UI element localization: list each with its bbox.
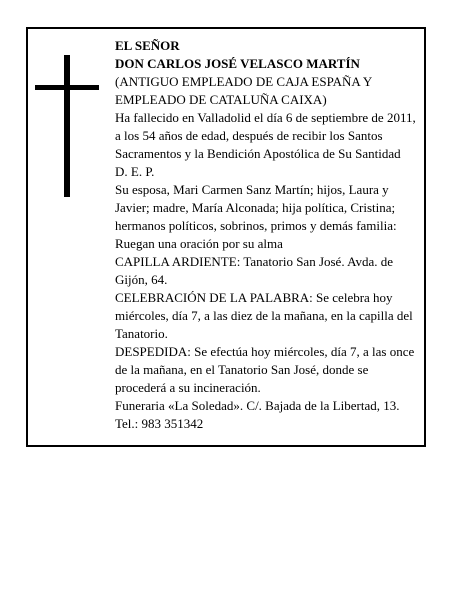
deceased-occupation: (ANTIGUO EMPLEADO DE CAJA ESPAÑA Y EMPLEADO DE CATALUÑA CAIXA) xyxy=(115,74,372,107)
celebration-info: CELEBRACIÓN DE LA PALABRA: Se celebra hoy miércoles, día 7, a las diez de la mañana, en la capilla del Tanatorio. xyxy=(115,290,413,341)
rest-in-peace: D. E. P. xyxy=(115,164,155,179)
chapel-info: CAPILLA ARDIENTE: Tanatorio San José. Avda. de Gijón, 64. xyxy=(115,254,394,287)
prayer-request: Ruegan una oración por su alma xyxy=(115,236,283,251)
family-members: Su esposa, Mari Carmen Sanz Martín; hijos, Laura y Javier; madre, María Alconada; hija política, Cristina; hermanos políticos, sobrinos, primos y demás familia: xyxy=(115,182,397,233)
funeral-home-info: Funeraria «La Soledad». C/. Bajada de la Libertad, 13. Tel.: 983 351342 xyxy=(115,398,400,431)
obituary-text xyxy=(115,37,417,433)
cross-vertical-bar xyxy=(64,55,70,197)
farewell-info: DESPEDIDA: Se efectúa hoy miércoles, día 7, a las once de la mañana, en el Tanatorio San José, donde se procederá a su incineración. xyxy=(115,344,415,395)
deceased-name: DON CARLOS JOSÉ VELASCO MARTÍN xyxy=(115,56,360,71)
obituary-title: EL SEÑOR xyxy=(115,38,180,53)
death-announcement: Ha fallecido en Valladolid el día 6 de septiembre de 2011, a los 54 años de edad, después de recibir los Santos Sacramentos y la Bendición Apostólica de Su Santidad xyxy=(115,110,416,161)
cross-horizontal-bar xyxy=(35,85,99,90)
